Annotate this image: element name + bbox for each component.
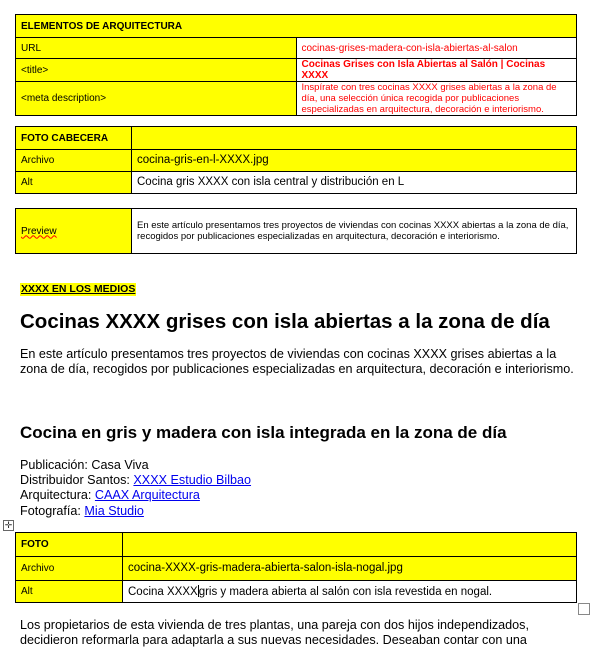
header-photo-table (15, 126, 577, 194)
meta-description-row (16, 82, 577, 116)
photo-alt-row (16, 581, 577, 603)
photo-header-row (16, 533, 577, 557)
url-value[interactable]: cocinas-grises-madera-con-isla-abiertas-al-salon (296, 38, 577, 59)
credit-distributor (20, 473, 251, 488)
header-photo-header-row (16, 127, 577, 150)
article-title: Cocinas XXXX grises con isla abiertas a la zona de día (20, 310, 550, 333)
photo-header-empty (123, 533, 577, 557)
header-photo-header: FOTO CABECERA (16, 127, 132, 150)
url-label: URL (16, 38, 297, 59)
meta-description-value[interactable]: Inspírate con tres cocinas XXXX grises abiertas a la zona de día, una selección única recogida por publicaciones especializadas en arquitectura, decoración e interiorismo. (296, 82, 577, 116)
header-photo-alt-label: Alt (16, 172, 132, 194)
photo-file-label: Archivo (16, 557, 123, 581)
credit-publication (20, 458, 251, 473)
architecture-header: ELEMENTOS DE ARQUITECTURA (16, 15, 577, 38)
credit-distributor-label: Distribuidor Santos: (20, 473, 130, 488)
project-heading: Cocina en gris y madera con isla integrada en la zona de día (20, 423, 507, 442)
photo-file-row (16, 557, 577, 581)
title-label: <title> (16, 59, 297, 82)
photo-alt-before-caret: Cocina XXXX (128, 586, 198, 598)
preview-table (15, 208, 577, 254)
meta-description-label: <meta description> (16, 82, 297, 116)
photo-alt-after-caret: gris y madera abierta al salón con isla revestida en nogal. (198, 586, 493, 598)
photo-alt-label: Alt (16, 581, 123, 603)
project-paragraph: Los propietarios de esta vivienda de tres plantas, una pareja con dos hijos independizados, decidieron reformarla para adaptarla a sus nuevas necesidades. Deseaban contar con una (20, 618, 529, 647)
url-row (16, 38, 577, 59)
project-credits (20, 458, 251, 519)
preview-value[interactable]: En este artículo presentamos tres proyectos de viviendas con cocinas XXXX abiertas a la zona de día, recogidos por publicaciones especializadas en arquitectura, decoración e interiorismo. (132, 209, 577, 254)
section-tag: XXXX EN LOS MEDIOS (21, 283, 136, 295)
credit-publication-value: Casa Viva (91, 458, 149, 472)
header-photo-file-row (16, 150, 577, 172)
credit-architecture-link[interactable]: CAAX Arquitectura (94, 488, 200, 503)
photo-alt-value[interactable] (123, 581, 577, 603)
photo-header: FOTO (16, 533, 123, 557)
preview-label (16, 209, 132, 254)
resize-square-icon[interactable] (578, 603, 590, 615)
architecture-table (15, 14, 577, 116)
credit-architecture (20, 488, 251, 503)
move-cross-icon[interactable]: ✛ (4, 520, 13, 530)
credit-photography-link[interactable]: Mia Studio (84, 503, 144, 518)
credit-photography-label: Fotografía: (20, 503, 81, 518)
preview-label-text: Preview (21, 225, 57, 237)
header-photo-alt-row (16, 172, 577, 194)
header-photo-header-empty (132, 127, 577, 150)
architecture-header-row (16, 15, 577, 38)
credit-photography (20, 504, 251, 519)
photo-file-value[interactable]: cocina-XXXX-gris-madera-abierta-salon-isla-nogal.jpg (123, 557, 577, 581)
header-photo-alt-value[interactable]: Cocina gris XXXX con isla central y distribución en L (132, 172, 577, 194)
credit-publication-label: Publicación: (20, 458, 88, 472)
title-row (16, 59, 577, 82)
header-photo-file-value[interactable]: cocina-gris-en-l-XXXX.jpg (132, 150, 577, 172)
preview-row (16, 209, 577, 254)
credit-architecture-label: Arquitectura: (20, 488, 92, 503)
article-intro: En este artículo presentamos tres proyectos de viviendas con cocinas XXXX grises abiertas a la zona de día, recogidos por publicaciones especializadas en arquitectura, decoración e interiorismo. (20, 347, 574, 376)
title-value[interactable]: Cocinas Grises con Isla Abiertas al Salón | Cocinas XXXX (296, 59, 577, 82)
photo-table (15, 532, 577, 603)
header-photo-file-label: Archivo (16, 150, 132, 172)
credit-distributor-link[interactable]: XXXX Estudio Bilbao (133, 473, 252, 488)
